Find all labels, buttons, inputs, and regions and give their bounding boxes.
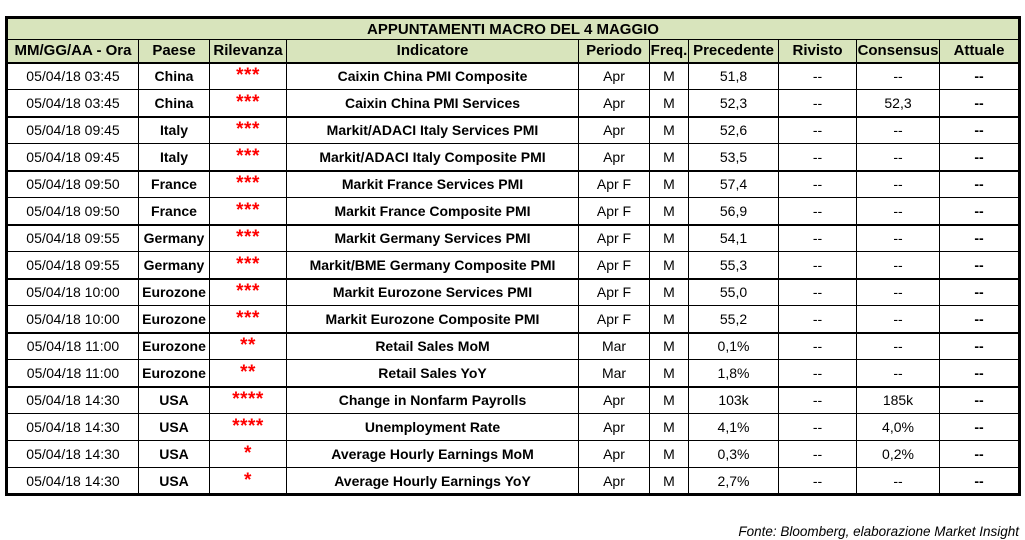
table-row (7, 306, 1020, 333)
cell-relevance: ** (210, 360, 287, 387)
cell-relevance: *** (210, 171, 287, 198)
cell-revised: -- (779, 279, 857, 306)
cell-period: Apr (579, 441, 650, 468)
cell-actual: -- (940, 333, 1020, 360)
cell-previous: 2,7% (689, 468, 779, 495)
cell-datetime: 05/04/18 09:55 (7, 225, 139, 252)
cell-consensus: -- (857, 333, 940, 360)
cell-datetime: 05/04/18 09:50 (7, 198, 139, 225)
cell-actual: -- (940, 252, 1020, 279)
cell-indicator: Markit France Services PMI (287, 171, 579, 198)
cell-freq: M (650, 171, 689, 198)
cell-actual: -- (940, 63, 1020, 90)
cell-relevance: *** (210, 225, 287, 252)
cell-consensus: 4,0% (857, 414, 940, 441)
page-title: APPUNTAMENTI MACRO DEL 4 MAGGIO (7, 18, 1020, 40)
cell-country: France (139, 171, 210, 198)
cell-period: Apr (579, 468, 650, 495)
cell-freq: M (650, 306, 689, 333)
cell-indicator: Markit Eurozone Composite PMI (287, 306, 579, 333)
cell-freq: M (650, 63, 689, 90)
cell-revised: -- (779, 90, 857, 117)
cell-actual: -- (940, 90, 1020, 117)
cell-previous: 55,2 (689, 306, 779, 333)
cell-relevance: *** (210, 63, 287, 90)
cell-period: Apr (579, 90, 650, 117)
cell-country: USA (139, 441, 210, 468)
cell-freq: M (650, 252, 689, 279)
cell-relevance: *** (210, 117, 287, 144)
cell-consensus: -- (857, 171, 940, 198)
table-row (7, 387, 1020, 414)
cell-relevance: * (210, 468, 287, 495)
cell-relevance: *** (210, 198, 287, 225)
column-header-8: Consensus (857, 40, 940, 63)
table-row (7, 279, 1020, 306)
cell-revised: -- (779, 63, 857, 90)
cell-period: Mar (579, 360, 650, 387)
table-row (7, 225, 1020, 252)
cell-previous: 0,3% (689, 441, 779, 468)
macro-calendar-table (5, 16, 1021, 496)
cell-actual: -- (940, 387, 1020, 414)
cell-actual: -- (940, 198, 1020, 225)
cell-actual: -- (940, 225, 1020, 252)
cell-relevance: ** (210, 333, 287, 360)
cell-indicator: Markit/ADACI Italy Composite PMI (287, 144, 579, 171)
cell-datetime: 05/04/18 03:45 (7, 90, 139, 117)
cell-freq: M (650, 414, 689, 441)
cell-revised: -- (779, 306, 857, 333)
cell-consensus: 185k (857, 387, 940, 414)
cell-country: China (139, 90, 210, 117)
cell-previous: 52,6 (689, 117, 779, 144)
cell-previous: 52,3 (689, 90, 779, 117)
cell-country: Eurozone (139, 279, 210, 306)
cell-actual: -- (940, 306, 1020, 333)
cell-period: Apr (579, 63, 650, 90)
cell-datetime: 05/04/18 09:45 (7, 144, 139, 171)
cell-freq: M (650, 198, 689, 225)
cell-period: Apr (579, 144, 650, 171)
cell-freq: M (650, 468, 689, 495)
table-row (7, 63, 1020, 90)
cell-country: Eurozone (139, 360, 210, 387)
cell-revised: -- (779, 225, 857, 252)
cell-consensus: -- (857, 468, 940, 495)
cell-indicator: Retail Sales MoM (287, 333, 579, 360)
cell-relevance: * (210, 441, 287, 468)
table-row (7, 171, 1020, 198)
cell-previous: 54,1 (689, 225, 779, 252)
cell-indicator: Markit/ADACI Italy Services PMI (287, 117, 579, 144)
cell-consensus: 0,2% (857, 441, 940, 468)
cell-previous: 55,3 (689, 252, 779, 279)
cell-actual: -- (940, 117, 1020, 144)
cell-indicator: Markit Germany Services PMI (287, 225, 579, 252)
table-row (7, 198, 1020, 225)
cell-previous: 1,8% (689, 360, 779, 387)
cell-relevance: *** (210, 252, 287, 279)
cell-revised: -- (779, 441, 857, 468)
cell-previous: 4,1% (689, 414, 779, 441)
cell-revised: -- (779, 144, 857, 171)
cell-revised: -- (779, 252, 857, 279)
cell-indicator: Caixin China PMI Services (287, 90, 579, 117)
cell-period: Apr F (579, 225, 650, 252)
cell-actual: -- (940, 360, 1020, 387)
table-row (7, 414, 1020, 441)
cell-previous: 0,1% (689, 333, 779, 360)
table-title-row (7, 18, 1020, 40)
cell-country: Germany (139, 252, 210, 279)
cell-relevance: *** (210, 306, 287, 333)
column-header-9: Attuale (940, 40, 1020, 63)
cell-datetime: 05/04/18 09:45 (7, 117, 139, 144)
cell-consensus: -- (857, 63, 940, 90)
cell-indicator: Average Hourly Earnings MoM (287, 441, 579, 468)
cell-datetime: 05/04/18 03:45 (7, 63, 139, 90)
cell-freq: M (650, 333, 689, 360)
cell-consensus: 52,3 (857, 90, 940, 117)
table-row (7, 333, 1020, 360)
cell-indicator: Average Hourly Earnings YoY (287, 468, 579, 495)
cell-period: Apr (579, 414, 650, 441)
cell-freq: M (650, 144, 689, 171)
cell-country: China (139, 63, 210, 90)
cell-datetime: 05/04/18 09:50 (7, 171, 139, 198)
cell-relevance: **** (210, 387, 287, 414)
cell-consensus: -- (857, 198, 940, 225)
column-header-6: Precedente (689, 40, 779, 63)
cell-period: Apr (579, 387, 650, 414)
cell-country: Germany (139, 225, 210, 252)
cell-revised: -- (779, 198, 857, 225)
cell-datetime: 05/04/18 10:00 (7, 279, 139, 306)
cell-country: Italy (139, 144, 210, 171)
cell-freq: M (650, 90, 689, 117)
cell-country: Eurozone (139, 333, 210, 360)
cell-previous: 56,9 (689, 198, 779, 225)
table-body (7, 63, 1020, 495)
cell-period: Apr (579, 117, 650, 144)
cell-actual: -- (940, 414, 1020, 441)
cell-indicator: Markit Eurozone Services PMI (287, 279, 579, 306)
cell-consensus: -- (857, 144, 940, 171)
cell-revised: -- (779, 387, 857, 414)
cell-period: Apr F (579, 171, 650, 198)
cell-freq: M (650, 387, 689, 414)
cell-revised: -- (779, 333, 857, 360)
cell-datetime: 05/04/18 14:30 (7, 414, 139, 441)
cell-previous: 55,0 (689, 279, 779, 306)
cell-period: Apr F (579, 306, 650, 333)
cell-period: Mar (579, 333, 650, 360)
cell-consensus: -- (857, 360, 940, 387)
cell-indicator: Unemployment Rate (287, 414, 579, 441)
cell-datetime: 05/04/18 11:00 (7, 333, 139, 360)
column-header-0: MM/GG/AA - Ora (7, 40, 139, 63)
header-row (7, 40, 1020, 63)
cell-indicator: Caixin China PMI Composite (287, 63, 579, 90)
cell-datetime: 05/04/18 14:30 (7, 387, 139, 414)
table-row (7, 252, 1020, 279)
cell-datetime: 05/04/18 14:30 (7, 468, 139, 495)
cell-datetime: 05/04/18 10:00 (7, 306, 139, 333)
cell-actual: -- (940, 441, 1020, 468)
cell-freq: M (650, 441, 689, 468)
table-row (7, 468, 1020, 495)
column-header-7: Rivisto (779, 40, 857, 63)
cell-consensus: -- (857, 306, 940, 333)
cell-indicator: Markit France Composite PMI (287, 198, 579, 225)
cell-period: Apr F (579, 198, 650, 225)
column-header-5: Freq. (650, 40, 689, 63)
cell-freq: M (650, 360, 689, 387)
cell-relevance: *** (210, 90, 287, 117)
cell-previous: 57,4 (689, 171, 779, 198)
cell-indicator: Retail Sales YoY (287, 360, 579, 387)
column-header-3: Indicatore (287, 40, 579, 63)
cell-consensus: -- (857, 225, 940, 252)
cell-actual: -- (940, 144, 1020, 171)
cell-relevance: **** (210, 414, 287, 441)
table-row (7, 441, 1020, 468)
cell-actual: -- (940, 279, 1020, 306)
cell-period: Apr F (579, 279, 650, 306)
column-header-2: Rilevanza (210, 40, 287, 63)
cell-relevance: *** (210, 279, 287, 306)
table-row (7, 117, 1020, 144)
cell-country: Italy (139, 117, 210, 144)
cell-revised: -- (779, 117, 857, 144)
cell-actual: -- (940, 171, 1020, 198)
cell-indicator: Change in Nonfarm Payrolls (287, 387, 579, 414)
cell-country: USA (139, 387, 210, 414)
cell-previous: 51,8 (689, 63, 779, 90)
cell-country: Eurozone (139, 306, 210, 333)
cell-previous: 103k (689, 387, 779, 414)
table-row (7, 90, 1020, 117)
cell-freq: M (650, 117, 689, 144)
column-header-4: Periodo (579, 40, 650, 63)
cell-freq: M (650, 225, 689, 252)
cell-consensus: -- (857, 252, 940, 279)
cell-actual: -- (940, 468, 1020, 495)
cell-freq: M (650, 279, 689, 306)
cell-datetime: 05/04/18 14:30 (7, 441, 139, 468)
cell-datetime: 05/04/18 09:55 (7, 252, 139, 279)
cell-datetime: 05/04/18 11:00 (7, 360, 139, 387)
table-row (7, 144, 1020, 171)
cell-previous: 53,5 (689, 144, 779, 171)
table-row (7, 360, 1020, 387)
cell-relevance: *** (210, 144, 287, 171)
cell-country: USA (139, 414, 210, 441)
cell-period: Apr F (579, 252, 650, 279)
cell-revised: -- (779, 360, 857, 387)
cell-country: USA (139, 468, 210, 495)
cell-revised: -- (779, 414, 857, 441)
cell-consensus: -- (857, 117, 940, 144)
column-header-1: Paese (139, 40, 210, 63)
cell-revised: -- (779, 171, 857, 198)
source-note: Fonte: Bloomberg, elaborazione Market Insight (738, 524, 1019, 539)
cell-country: France (139, 198, 210, 225)
cell-indicator: Markit/BME Germany Composite PMI (287, 252, 579, 279)
cell-revised: -- (779, 468, 857, 495)
cell-consensus: -- (857, 279, 940, 306)
